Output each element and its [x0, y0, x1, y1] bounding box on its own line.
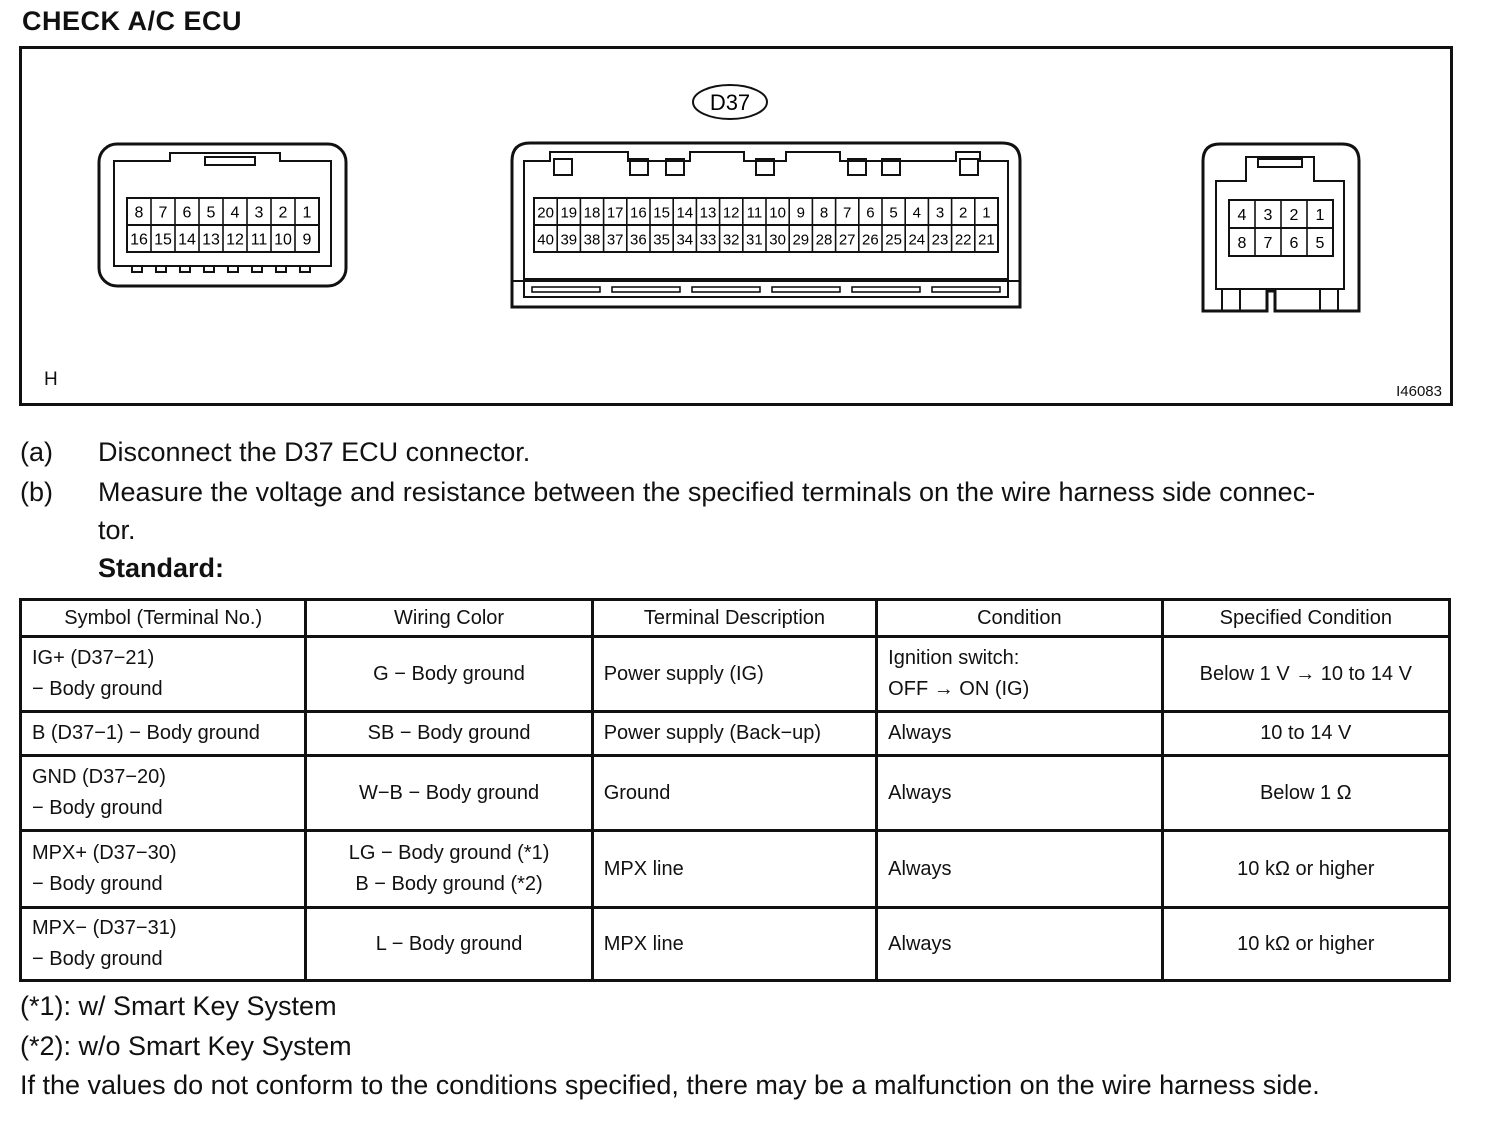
connector-tooth — [228, 266, 238, 272]
pin-number: 38 — [583, 231, 601, 249]
cell-line: L − Body ground — [375, 932, 523, 955]
page-title: CHECK A/C ECU — [22, 6, 243, 36]
table-row — [21, 908, 1450, 981]
connector-label: D37 — [709, 90, 751, 115]
pin-number: 2 — [959, 204, 968, 222]
pin-number: 8 — [819, 204, 829, 222]
cell-specified: 10 to 14 V — [1162, 712, 1449, 756]
pin-number: 1 — [302, 204, 312, 222]
pin-number: 4 — [230, 204, 240, 222]
cell-line: − Body ground — [32, 873, 163, 895]
cell-wiring — [306, 908, 592, 981]
pin-number: 5 — [206, 204, 216, 222]
cell-line: SB − Body ground — [367, 722, 531, 744]
cell-line: Always — [888, 857, 952, 880]
cell-line: W−B − Body ground — [359, 781, 540, 804]
pin-number: 24 — [908, 231, 926, 249]
pin-number: 15 — [154, 231, 172, 249]
connector-slot — [932, 287, 1000, 292]
pin-number: 17 — [606, 204, 624, 222]
connector-tooth — [276, 266, 286, 272]
cell-line: GND (D37−20) — [32, 766, 166, 788]
connector-slot — [772, 287, 840, 292]
table-row — [21, 637, 1450, 712]
connector-diagram — [22, 49, 1450, 403]
pin-number: 30 — [769, 231, 786, 249]
cell-wiring — [306, 712, 592, 756]
step-text-line: tor. — [98, 515, 136, 545]
cell-line: − Body ground — [32, 948, 163, 970]
table-header-row — [21, 600, 1450, 637]
connector-tooth — [132, 266, 142, 272]
cell-line: Always — [888, 932, 952, 955]
cell-line: Ignition switch: — [888, 647, 1020, 669]
pin-number: 7 — [158, 204, 168, 222]
cell-condition — [877, 756, 1162, 831]
cell-line: OFF → ON (IG) — [888, 678, 1030, 700]
pin-number: 16 — [130, 231, 148, 249]
pin-number: 33 — [699, 231, 717, 249]
pin-number: 32 — [722, 231, 740, 249]
pin-number: 6 — [182, 204, 192, 222]
pin-number: 7 — [843, 204, 852, 222]
pin-number: 1 — [1315, 207, 1325, 224]
pin-number: 23 — [931, 231, 949, 249]
pin-number: 16 — [630, 204, 647, 222]
pin-number: 3 — [935, 204, 945, 222]
left-connector — [99, 144, 346, 286]
cell-line: MPX− (D37−31) — [32, 917, 177, 939]
pin-number: 6 — [866, 204, 875, 222]
pin-number: 14 — [178, 231, 196, 249]
pin-number: 28 — [815, 231, 833, 249]
table-row — [21, 712, 1450, 756]
pin-number: 26 — [862, 231, 879, 249]
cell-condition — [877, 637, 1162, 712]
header-description: Terminal Description — [592, 600, 876, 637]
pin-number: 2 — [1289, 207, 1299, 224]
cell-line: − Body ground — [32, 678, 163, 700]
pin-number: 13 — [699, 204, 717, 222]
connector-slot — [692, 287, 760, 292]
pin-number: 11 — [746, 204, 763, 222]
pin-number: 4 — [912, 204, 921, 222]
cell-line: MPX+ (D37−30) — [32, 842, 177, 864]
header-specified: Specified Condition — [1162, 600, 1449, 637]
pin-number: 8 — [134, 204, 144, 222]
pin-number: 25 — [885, 231, 902, 249]
step-text: Disconnect the D37 ECU connector. — [98, 437, 531, 467]
pin-number: 10 — [274, 231, 292, 249]
cell-specified: Below 1 V → 10 to 14 V — [1162, 637, 1449, 712]
standard-label: Standard: — [98, 553, 225, 583]
pin-number: 18 — [583, 204, 601, 222]
cell-description: MPX line — [592, 908, 876, 981]
header-wiring: Wiring Color — [306, 600, 592, 637]
connector-tooth — [300, 266, 310, 272]
cell-line: Always — [888, 722, 952, 744]
pin-number: 36 — [630, 231, 647, 249]
pin-number: 15 — [653, 204, 670, 222]
pin-number: 9 — [796, 204, 805, 222]
pin-number: 10 — [769, 204, 786, 222]
connector-slot — [852, 287, 920, 292]
cell-wiring — [306, 756, 592, 831]
table-row — [21, 756, 1450, 831]
pin-number: 20 — [537, 204, 554, 222]
pin-number: 39 — [560, 231, 578, 249]
corner-label: H — [44, 369, 58, 390]
cell-symbol — [21, 908, 306, 981]
cell-symbol — [21, 712, 306, 756]
pin-number: 5 — [889, 204, 898, 222]
pin-number: 22 — [954, 231, 972, 249]
note-malfunction: If the values do not conform to the conditions specified, there may be a malfunction on the wire harness side. — [20, 1070, 1320, 1100]
cell-specified: 10 kΩ or higher — [1162, 831, 1449, 908]
cell-line: IG+ (D37−21) — [32, 647, 155, 669]
cell-description: Ground — [592, 756, 876, 831]
step-a — [20, 433, 1480, 471]
pin-number: 9 — [302, 231, 312, 249]
pin-number: 5 — [1315, 235, 1325, 252]
pin-number: 3 — [254, 204, 264, 222]
pin-number: 14 — [676, 204, 694, 222]
connector-tooth — [252, 266, 262, 272]
cell-line: − Body ground — [32, 797, 163, 819]
pin-number: 40 — [537, 231, 554, 249]
pin-number: 6 — [1289, 235, 1299, 252]
step-label: (b) — [20, 477, 53, 507]
pin-number: 12 — [226, 231, 244, 249]
cell-condition — [877, 712, 1162, 756]
connector-figure — [19, 46, 1453, 406]
cell-condition — [877, 831, 1162, 908]
pin-number: 2 — [278, 204, 288, 222]
connector-tooth — [156, 266, 166, 272]
cell-symbol — [21, 831, 306, 908]
pin-number: 19 — [560, 204, 578, 222]
header-condition: Condition — [877, 600, 1162, 637]
pin-number: 7 — [1263, 235, 1273, 252]
step-b — [20, 473, 1480, 549]
pin-number: 11 — [250, 231, 268, 249]
pin-number: 12 — [722, 204, 740, 222]
note-no-smart-key: (*2): w/o Smart Key System — [20, 1031, 352, 1061]
pin-number: 35 — [653, 231, 670, 249]
step-text — [98, 473, 1458, 549]
right-connector — [1203, 144, 1359, 311]
cell-description: Power supply (IG) — [592, 637, 876, 712]
pin-number: 29 — [792, 231, 810, 249]
cell-specified: 10 kΩ or higher — [1162, 908, 1449, 981]
pin-number: 13 — [202, 231, 220, 249]
cell-line: B (D37−1) − Body ground — [32, 722, 260, 744]
pin-number: 1 — [982, 204, 991, 222]
cell-symbol — [21, 756, 306, 831]
cell-line: B − Body ground (*2) — [355, 873, 543, 895]
figure-code: I46083 — [1396, 383, 1442, 400]
step-text-line: Measure the voltage and resistance between the specified terminals on the wire harness side connec- — [98, 477, 1316, 507]
cell-condition — [877, 908, 1162, 981]
step-label: (a) — [20, 437, 53, 467]
cell-symbol — [21, 637, 306, 712]
cell-line: G − Body ground — [373, 662, 525, 685]
header-symbol: Symbol (Terminal No.) — [21, 600, 306, 637]
center-connector — [512, 143, 1020, 307]
cell-wiring — [306, 637, 592, 712]
table-row — [21, 831, 1450, 908]
pin-number: 37 — [606, 231, 624, 249]
cell-line: Always — [888, 781, 952, 804]
cell-specified: Below 1 Ω — [1162, 756, 1449, 831]
pin-number: 21 — [978, 231, 995, 249]
pin-number: 8 — [1237, 235, 1247, 252]
cell-description: MPX line — [592, 831, 876, 908]
connector-slot — [612, 287, 680, 292]
connector-latch — [960, 159, 978, 175]
connector-slot — [532, 287, 600, 292]
connector-latch — [554, 159, 572, 175]
connector-tooth — [180, 266, 190, 272]
cell-line: LG − Body ground (*1) — [348, 842, 550, 864]
note-smart-key: (*1): w/ Smart Key System — [20, 991, 337, 1021]
pin-number: 27 — [838, 231, 856, 249]
spec-table — [19, 598, 1451, 982]
cell-description: Power supply (Back−up) — [592, 712, 876, 756]
connector-tooth — [204, 266, 214, 272]
pin-number: 3 — [1263, 207, 1273, 224]
pin-number: 34 — [676, 231, 694, 249]
pin-number: 31 — [746, 231, 763, 249]
pin-number: 4 — [1237, 207, 1247, 224]
cell-wiring — [306, 831, 592, 908]
